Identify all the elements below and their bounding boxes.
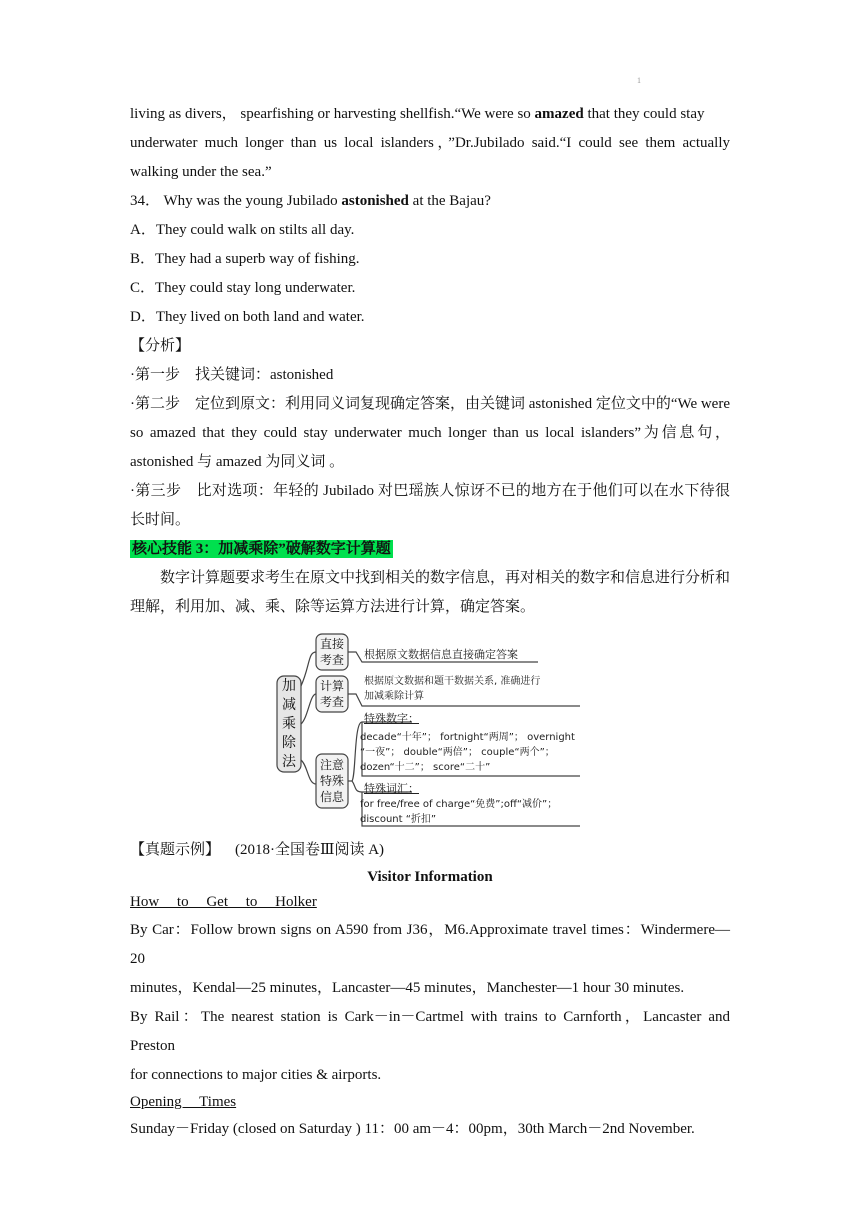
passage-line-3: walking under the sea.”: [130, 164, 272, 180]
skill-intro-line-2: 理解，利用加、减、乘、除等运算方法进行计算，确定答案。: [130, 599, 536, 615]
calculation-mind-map: [130, 626, 730, 836]
skill-heading: 核心技能 3：加减乘除”破解数字计算题: [132, 541, 391, 557]
question-34: 34． Why was the young Jubilado astonished at the Bajau?: [130, 193, 491, 209]
special-words-text: for free/free of charge“免费”;off“减价”； discount “折扣”: [360, 799, 558, 825]
special-words-title: 特殊词汇：: [364, 782, 419, 795]
document-body: [130, 100, 730, 1144]
analysis-step-2-line-2: so amazed that they could stay underwater much longer than us local islanders”为信息句，: [130, 425, 730, 441]
branch-special-label: 注意 特殊 信息: [319, 758, 344, 804]
analysis-step-3-line-1: ·第三步 比对选项：年轻的 Jubilado 对巴瑶族人惊讶不已的地方在于他们可以在水下待很: [130, 483, 730, 499]
section-opening-times: Opening Times: [130, 1094, 237, 1110]
passage-line-1: living as divers， spearfishing or harvesting shellfish.“We were so amazed that they could stay: [130, 106, 705, 122]
analysis-step-3-line-2: 长时间。: [130, 512, 191, 528]
branch-calc-text: 根据原文数据和题干数据关系, 准确进行 加减乘除计算: [364, 676, 541, 702]
option-a: A．They could walk on stilts all day.: [130, 222, 355, 238]
keyword-astonished: astonished: [341, 193, 409, 209]
skill-intro-line-1: 数字计算题要求考生在原文中找到相关的数字信息，再对相关的数字和信息进行分析和: [160, 570, 731, 586]
example-heading: 【真题示例】 (2018·全国卷Ⅲ阅读 A): [130, 842, 385, 858]
by-car-line-2: minutes，Kendal—25 minutes，Lancaster—45 minutes，Manchester—1 hour 30 minutes.: [130, 980, 685, 996]
opening-times-text: Sunday－Friday (closed on Saturday ) 11：00 am－4：00pm，30th March－2nd November.: [130, 1121, 695, 1137]
special-numbers-text: decade“十年”； fortnight“两周”； overnight “一夜”； double“两倍”； couple“两个”； dozen“十二”； score“二十”: [360, 732, 575, 773]
analysis-title: 【分析】: [130, 338, 191, 354]
by-rail-line-2: for connections to major cities & airports.: [130, 1067, 382, 1083]
mind-map-root: 加 减 乘 除 法: [282, 678, 296, 770]
example-title: Visitor Information: [367, 869, 493, 885]
option-b: B．They had a superb way of fishing.: [130, 251, 360, 267]
passage-line-2: underwater much longer than us local islanders，”Dr.Jubilado said.“I could see them actually: [130, 135, 730, 151]
option-d: D．They lived on both land and water.: [130, 309, 365, 325]
analysis-step-2-line-1: ·第二步 定位到原文：利用同义词复现确定答案，由关键词 astonished 定位文中的“We were: [130, 396, 730, 412]
analysis-step-1: ·第一步 找关键词：astonished: [130, 367, 334, 383]
page-number-mark: 1: [637, 76, 641, 85]
branch-calc-label: 计算 考查: [319, 679, 344, 709]
keyword-amazed: amazed: [534, 106, 584, 122]
by-car-line-1: By Car：Follow brown signs on A590 from J36，M6.Approximate travel times：Windermere—20: [130, 922, 730, 967]
analysis-step-2-line-3: astonished 与 amazed 为同义词 。: [130, 454, 345, 470]
branch-direct-text: 根据原文数据信息直接确定答案: [364, 648, 518, 661]
branch-direct-label: 直接 考查: [319, 637, 344, 667]
by-rail-line-1: By Rail：The nearest station is Cark－in－Cartmel with trains to Carnforth，Lancaster and Preston: [130, 1009, 730, 1054]
skill-heading-row: [130, 535, 730, 564]
section-how-to-get: How to Get to Holker: [130, 894, 317, 910]
option-c: C．They could stay long underwater.: [130, 280, 356, 296]
special-numbers-title: 特殊数字：: [364, 712, 419, 725]
